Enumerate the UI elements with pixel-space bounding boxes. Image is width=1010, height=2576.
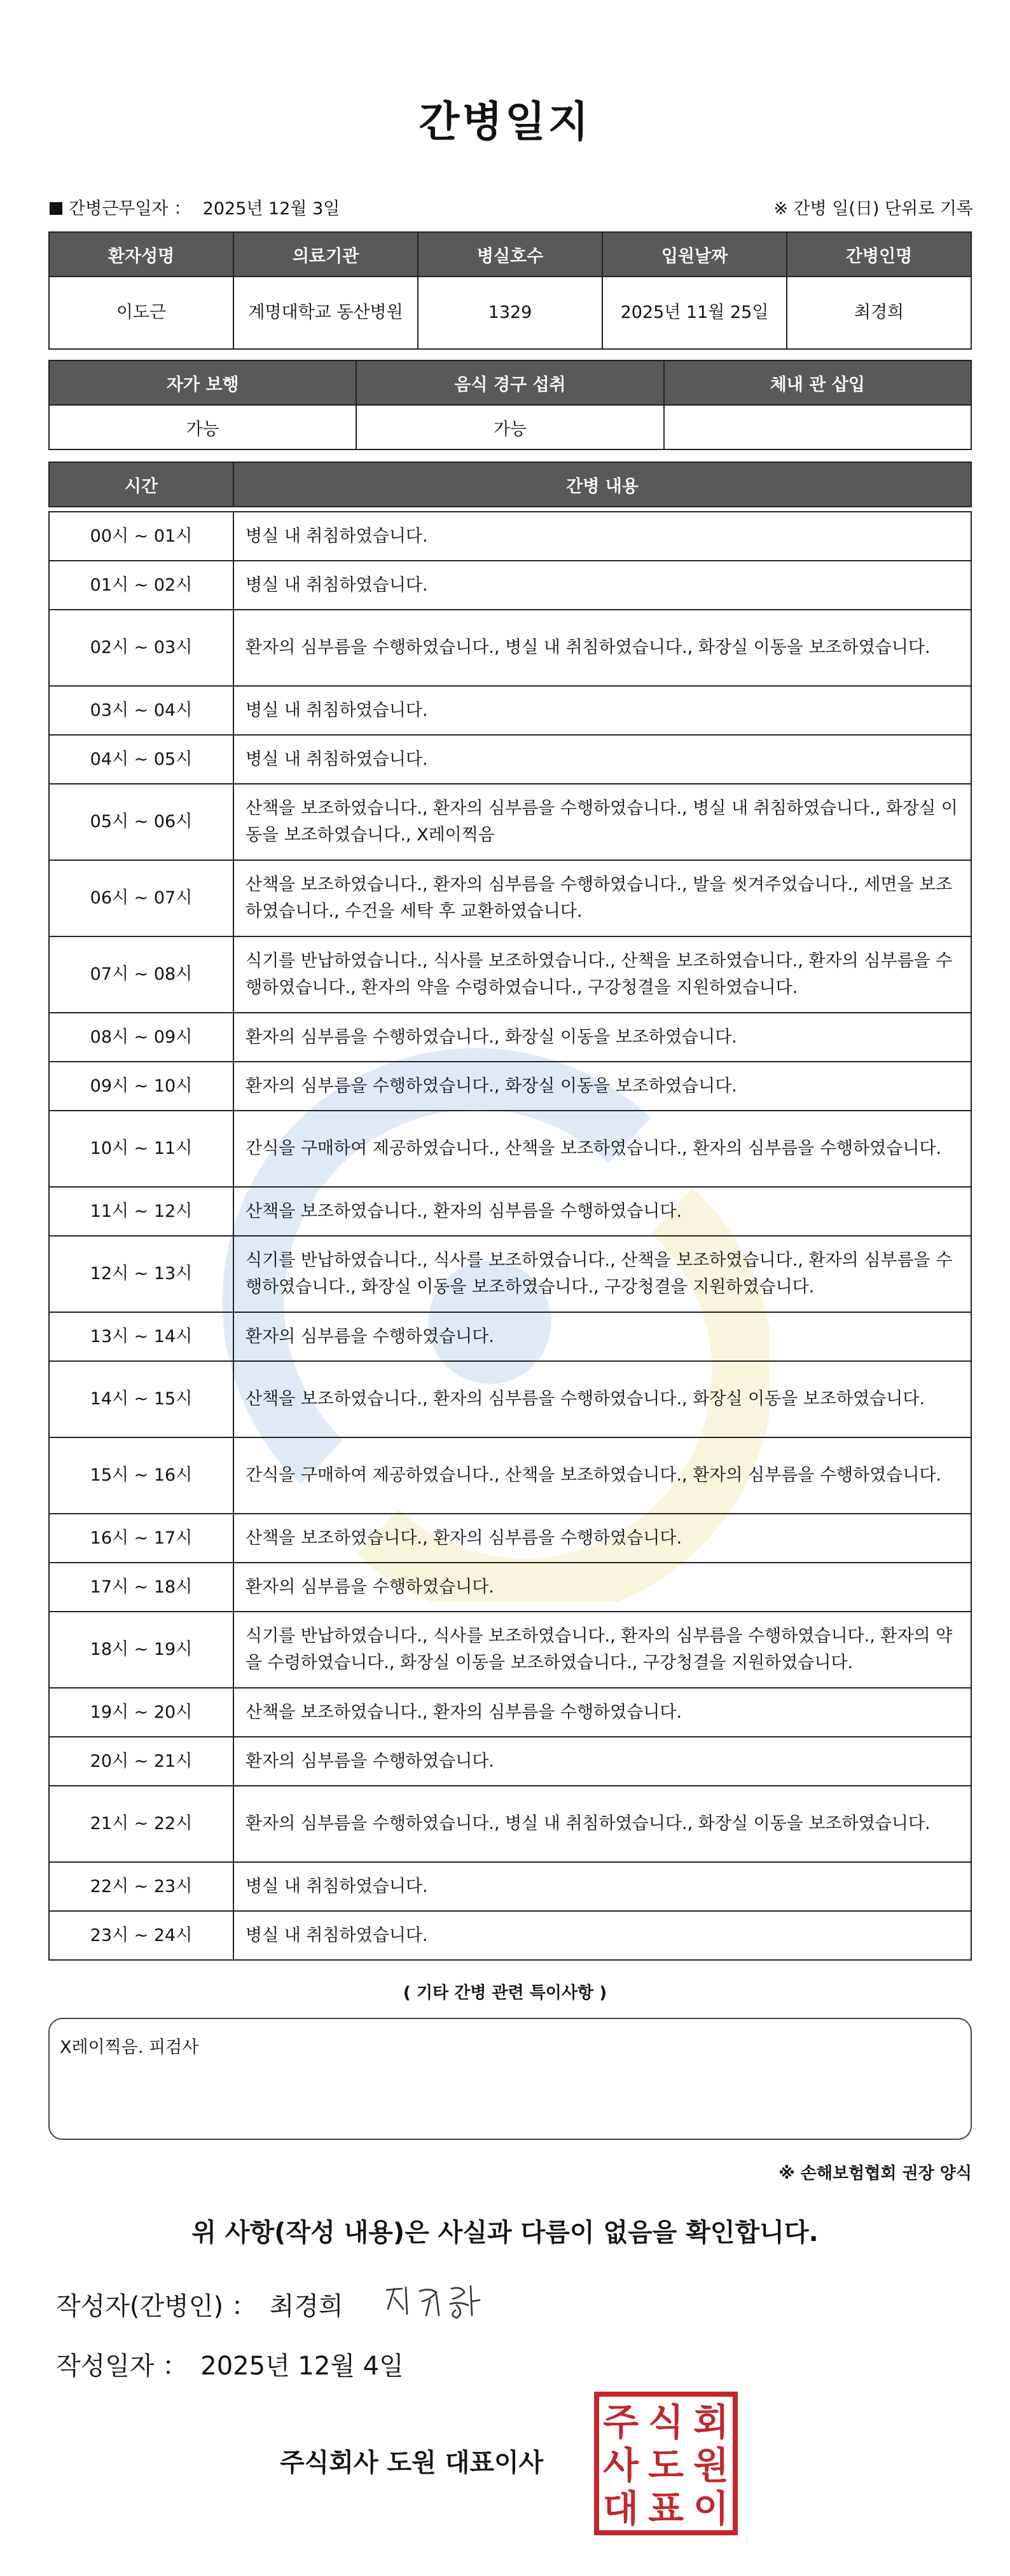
time-cell: 20시 ~ 21시 (49, 1737, 233, 1786)
content-cell: 식기를 반납하였습니다., 식사를 보조하였습니다., 환자의 심부름을 수행하였습니다., 환자의 약을 수령하였습니다., 화장실 이동을 보조하였습니다., 구강청결을 지원하였습니다. (233, 1612, 971, 1688)
svg-text:원: 원 (693, 2444, 730, 2487)
notes-text: X레이찍음. 피검사 (60, 2038, 199, 2057)
content-cell: 환자의 심부름을 수행하였습니다. (233, 1312, 971, 1361)
table-row (49, 860, 971, 936)
table-row (49, 1312, 971, 1361)
oral-intake-value: 가능 (356, 405, 663, 449)
content-cell: 병실 내 취침하였습니다. (233, 561, 971, 610)
svg-text:도: 도 (647, 2444, 684, 2487)
table-row (49, 735, 971, 784)
notes-title: ( 기타 간병 관련 특이사항 ) (403, 1983, 607, 2003)
table-row (49, 1786, 971, 1862)
content-cell: 산책을 보조하였습니다., 환자의 심부름을 수행하였습니다. (233, 1688, 971, 1737)
content-cell: 환자의 심부름을 수행하였습니다., 화장실 이동을 보조하였습니다. (233, 1013, 971, 1062)
time-cell: 18시 ~ 19시 (49, 1612, 233, 1688)
time-cell: 10시 ~ 11시 (49, 1111, 233, 1187)
time-cell: 14시 ~ 15시 (49, 1361, 233, 1437)
svg-text:이: 이 (693, 2487, 730, 2530)
content-cell: 식기를 반납하였습니다., 식사를 보조하였습니다., 산책을 보조하였습니다., 환자의 심부름을 수행하였습니다., 화장실 이동을 보조하였습니다., 구강청결을 지원하였습니다. (233, 1236, 971, 1312)
content-cell: 병실 내 취침하였습니다. (233, 1911, 971, 1960)
content-cell: 환자의 심부름을 수행하였습니다., 병실 내 취침하였습니다., 화장실 이동을 보조하였습니다. (233, 610, 971, 686)
insurer-note: ※ 손해보험협회 권장 양식 (778, 2164, 972, 2183)
content-cell: 병실 내 취침하였습니다. (233, 735, 971, 784)
content-cell: 식기를 반납하였습니다., 식사를 보조하였습니다., 산책을 보조하였습니다., 환자의 심부름을 수행하였습니다., 환자의 약을 수령하였습니다., 구강청결을 지원하였습니다. (233, 936, 971, 1013)
time-cell: 21시 ~ 22시 (49, 1786, 233, 1862)
written-date-line (56, 2346, 404, 2382)
confirmation-statement: 위 사항(작성 내용)은 사실과 다름이 없음을 확인합니다. (191, 2218, 819, 2247)
time-cell: 05시 ~ 06시 (49, 784, 233, 860)
header-self-walking: 자가 보행 (49, 360, 356, 405)
time-cell: 23시 ~ 24시 (49, 1911, 233, 1960)
table-row (49, 1911, 971, 1960)
company-seal-stamp (593, 2390, 739, 2537)
work-date-value: 2025년 12월 3일 (202, 199, 340, 219)
content-cell: 산책을 보조하였습니다., 환자의 심부름을 수행하였습니다., 발을 씻겨주었습니다., 세면을 보조하였습니다., 수건을 세탁 후 교환하였습니다. (233, 860, 971, 936)
header-time: 시간 (49, 462, 233, 507)
header-hospital: 의료기관 (233, 232, 418, 277)
content-cell: 간식을 구매하여 제공하였습니다., 산책을 보조하였습니다., 환자의 심부름을 수행하였습니다. (233, 1111, 971, 1187)
content-cell: 환자의 심부름을 수행하였습니다., 화장실 이동을 보조하였습니다. (233, 1062, 971, 1111)
table-row (49, 610, 971, 686)
table-row (49, 561, 971, 610)
header-tube-insertion: 체내 관 삽입 (664, 360, 971, 405)
table-row (49, 512, 971, 561)
work-date (50, 195, 340, 219)
header-caregiver-name: 간병인명 (787, 232, 971, 277)
content-cell: 간식을 구매하여 제공하였습니다., 산책을 보조하였습니다., 환자의 심부름을 수행하였습니다. (233, 1437, 971, 1514)
table-row (49, 936, 971, 1013)
time-cell: 02시 ~ 03시 (49, 610, 233, 686)
record-unit-note: ※ 간병 일(日) 단위로 기록 (773, 199, 973, 219)
patient-name: 이도근 (49, 277, 233, 349)
content-cell: 산책을 보조하였습니다., 환자의 심부름을 수행하였습니다. (233, 1514, 971, 1563)
time-cell: 15시 ~ 16시 (49, 1437, 233, 1514)
notes-box (48, 2018, 972, 2140)
table-row (49, 1437, 971, 1514)
table-row (49, 1013, 971, 1062)
header-oral-intake: 음식 경구 섭취 (356, 360, 663, 405)
tube-insertion-value (664, 405, 971, 449)
content-cell: 산책을 보조하였습니다., 환자의 심부름을 수행하였습니다. (233, 1187, 971, 1236)
care-log-table (48, 462, 972, 1961)
time-cell: 06시 ~ 07시 (49, 860, 233, 936)
admission-date: 2025년 11월 25일 (602, 277, 787, 349)
table-row (49, 1563, 971, 1612)
company-representative: 주식회사 도원 대표이사 (280, 2448, 544, 2477)
content-cell: 병실 내 취침하였습니다. (233, 686, 971, 735)
header-admission-date: 입원날짜 (602, 232, 787, 277)
time-cell: 09시 ~ 10시 (49, 1062, 233, 1111)
table-row (49, 1361, 971, 1437)
room-number: 1329 (418, 277, 602, 349)
table-row (49, 784, 971, 860)
svg-text:사: 사 (602, 2444, 639, 2487)
header-gap (49, 507, 971, 512)
header-patient-name: 환자성명 (49, 232, 233, 277)
written-date-value: 2025년 12월 4일 (200, 2352, 404, 2381)
time-cell: 19시 ~ 20시 (49, 1688, 233, 1737)
square-bullet-icon (50, 202, 62, 215)
table-row (49, 1062, 971, 1111)
content-cell: 병실 내 취침하였습니다. (233, 512, 971, 561)
svg-text:대: 대 (602, 2487, 639, 2530)
document-title: 간병일지 (419, 97, 591, 146)
time-cell: 00시 ~ 01시 (49, 512, 233, 561)
table-row (49, 1111, 971, 1187)
table-row (49, 1514, 971, 1563)
table-row (49, 1862, 971, 1911)
writer-line (56, 2286, 343, 2322)
time-cell: 13시 ~ 14시 (49, 1312, 233, 1361)
table-row (49, 1187, 971, 1236)
content-cell: 환자의 심부름을 수행하였습니다., 병실 내 취침하였습니다., 화장실 이동을 보조하였습니다. (233, 1786, 971, 1862)
content-cell: 환자의 심부름을 수행하였습니다. (233, 1737, 971, 1786)
time-cell: 22시 ~ 23시 (49, 1862, 233, 1911)
handwritten-signature (375, 2276, 496, 2327)
time-cell: 08시 ~ 09시 (49, 1013, 233, 1062)
time-cell: 07시 ~ 08시 (49, 936, 233, 1013)
header-room-number: 병실호수 (418, 232, 602, 277)
time-cell: 04시 ~ 05시 (49, 735, 233, 784)
writer-name: 최경희 (269, 2292, 343, 2321)
patient-status-table (48, 360, 972, 450)
content-cell: 병실 내 취침하였습니다. (233, 1862, 971, 1911)
table-row (49, 1688, 971, 1737)
table-row (49, 686, 971, 735)
table-row (49, 1236, 971, 1312)
caregiver-name: 최경희 (787, 277, 971, 349)
patient-info-table (48, 231, 972, 350)
content-cell: 산책을 보조하였습니다., 환자의 심부름을 수행하였습니다., 화장실 이동을 보조하였습니다. (233, 1361, 971, 1437)
writer-label: 작성자(간병인) ： (56, 2292, 257, 2321)
table-row (49, 1612, 971, 1688)
self-walking-value: 가능 (49, 405, 356, 449)
gap-cell (49, 507, 971, 512)
written-date-label: 작성일자 ： (56, 2352, 188, 2381)
care-log-rows (49, 507, 971, 1960)
time-cell: 01시 ~ 02시 (49, 561, 233, 610)
work-date-label: 간병근무일자 ： (69, 199, 191, 219)
time-cell: 03시 ~ 04시 (49, 686, 233, 735)
content-cell: 산책을 보조하였습니다., 환자의 심부름을 수행하였습니다., 병실 내 취침하였습니다., 화장실 이동을 보조하였습니다., X레이찍음 (233, 784, 971, 860)
time-cell: 16시 ~ 17시 (49, 1514, 233, 1563)
hospital: 계명대학교 동산병원 (233, 277, 418, 349)
meta-row (50, 195, 973, 220)
svg-text:주: 주 (602, 2401, 639, 2444)
content-cell: 환자의 심부름을 수행하였습니다. (233, 1563, 971, 1612)
table-row (49, 1737, 971, 1786)
header-care-content: 간병 내용 (233, 462, 971, 507)
time-cell: 17시 ~ 18시 (49, 1563, 233, 1612)
time-cell: 11시 ~ 12시 (49, 1187, 233, 1236)
svg-text:표: 표 (647, 2487, 684, 2530)
time-cell: 12시 ~ 13시 (49, 1236, 233, 1312)
svg-text:회: 회 (693, 2401, 730, 2444)
svg-text:식: 식 (647, 2401, 684, 2444)
